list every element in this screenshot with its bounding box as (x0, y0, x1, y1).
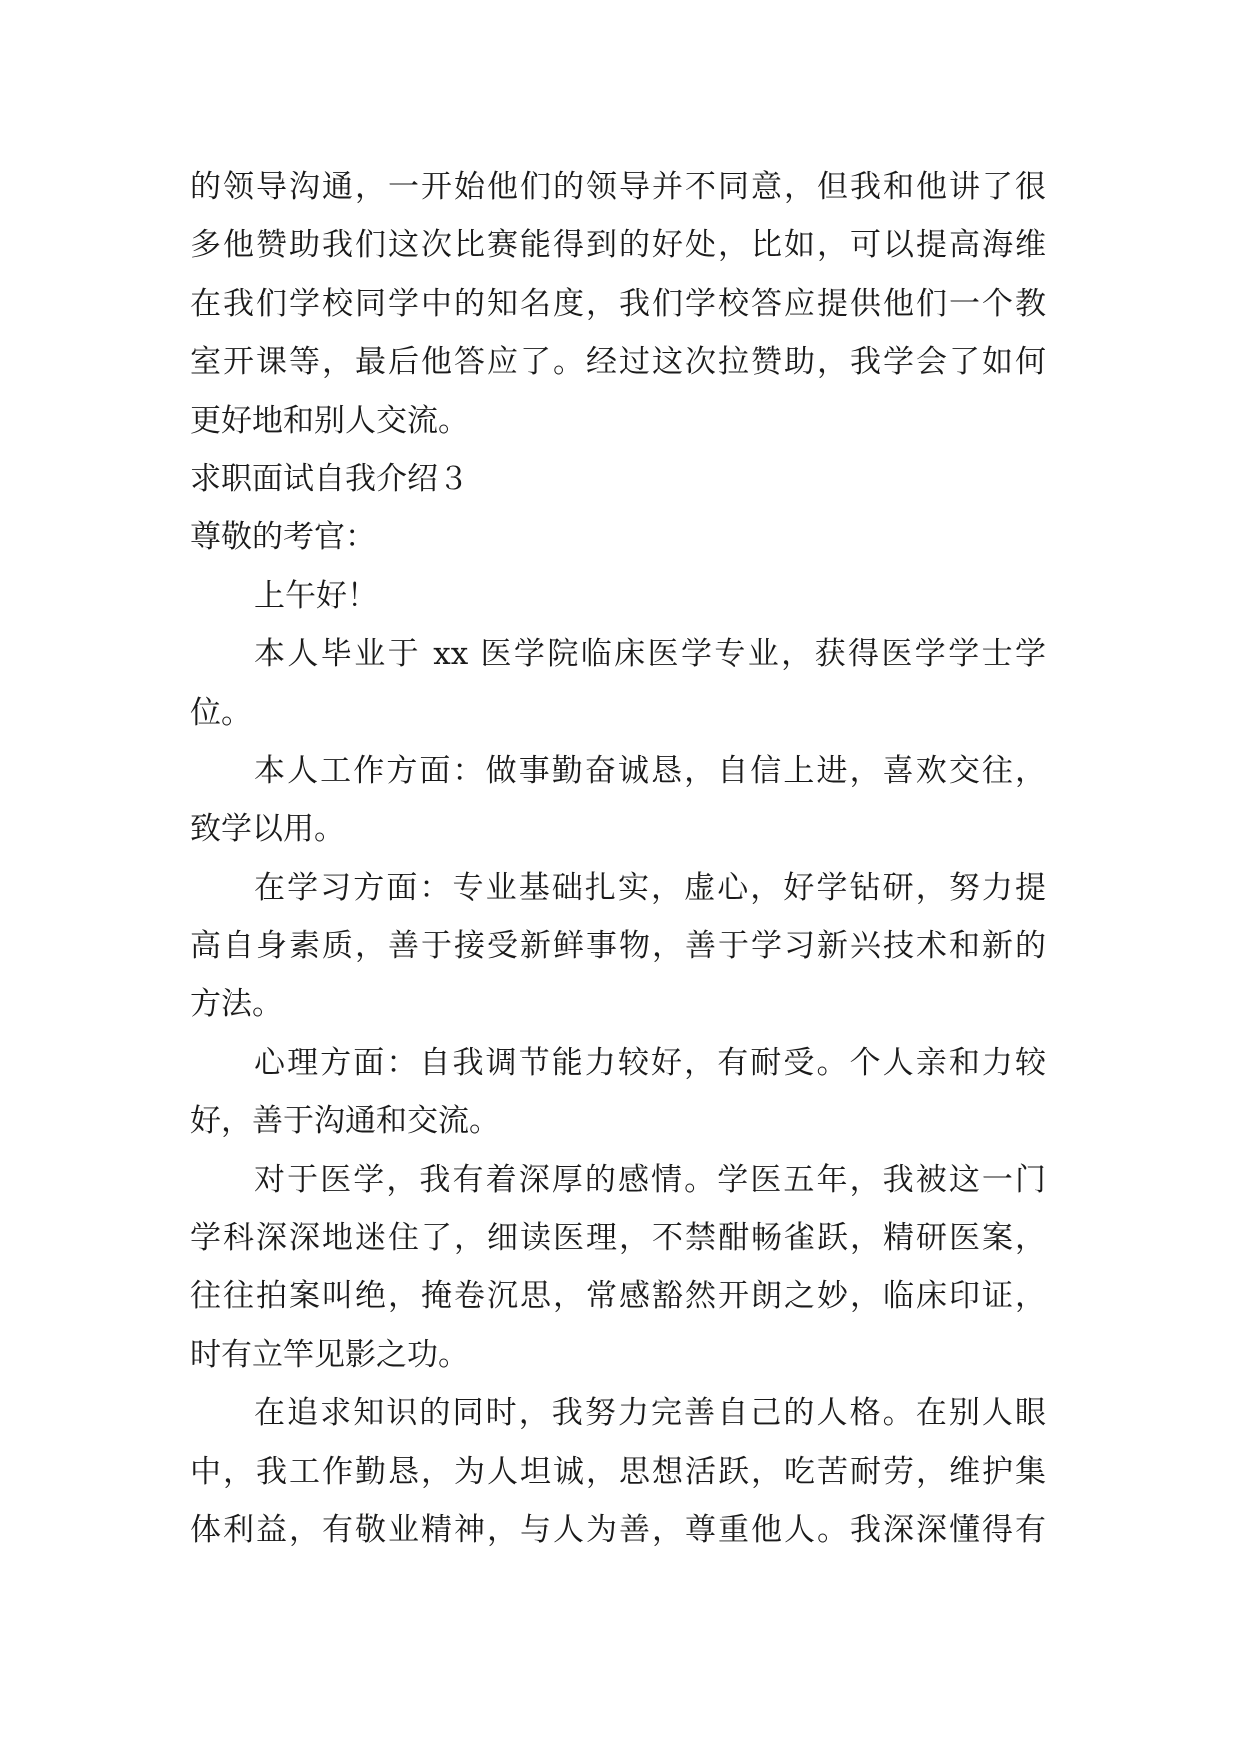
text-line: 本人工作方面：做事勤奋诚恳，自信上进，喜欢交往， (254, 752, 1046, 789)
text-line: 的领导沟通，一开始他们的领导并不同意，但我和他讲了很 (190, 169, 1046, 205)
document-body (190, 158, 1046, 1559)
text-line: 高自身素质，善于接受新鲜事物，善于学习新兴技术和新的 (190, 928, 1046, 965)
text-line: 在学习方面：专业基础扎实，虚心，好学钻研，努力提 (254, 869, 1046, 906)
text-line: 在追求知识的同时，我努力完善自己的人格。在别人眼 (254, 1395, 1046, 1432)
text-line: 室开课等，最后他答应了。经过这次拉赞助，我学会了如何 (190, 344, 1046, 381)
text-line: 致学以用。 (190, 811, 345, 848)
text-line: 中，我工作勤恳，为人坦诚，思想活跃，吃苦耐劳，维护集 (190, 1453, 1046, 1490)
text-line: 往往拍案叫绝，掩卷沉思，常感豁然开朗之妙，临床印证， (190, 1278, 1046, 1315)
text-line: 在我们学校同学中的知名度，我们学校答应提供他们一个教 (190, 285, 1046, 322)
text-line: 心理方面：自我调节能力较好，有耐受。个人亲和力较 (254, 1044, 1046, 1081)
text-line: 好，善于沟通和交流。 (190, 1103, 500, 1140)
text-line: 对于医学，我有着深厚的感情。学医五年，我被这一门 (254, 1161, 1046, 1198)
text-line: 尊敬的考官： (190, 519, 376, 556)
text-line: 方法。 (190, 986, 283, 1023)
text-line: 本人毕业于 xx 医学院临床医学专业，获得医学学士学 (254, 636, 1046, 673)
text-line: 时有立竿见影之功。 (190, 1336, 469, 1373)
text-line: 体利益，有敬业精神，与人为善，尊重他人。我深深懂得有 (190, 1511, 1046, 1548)
text-line: 更好地和别人交流。 (190, 402, 469, 439)
text-line: 学科深深地迷住了，细读医理，不禁酣畅雀跃，精研医案， (190, 1220, 1046, 1257)
text-line: 多他赞助我们这次比赛能得到的好处，比如，可以提高海维 (190, 227, 1046, 264)
text-line: 上午好！ (254, 577, 378, 614)
text-line: 求职面试自我介绍３ (190, 460, 469, 497)
text-line: 位。 (190, 694, 252, 731)
